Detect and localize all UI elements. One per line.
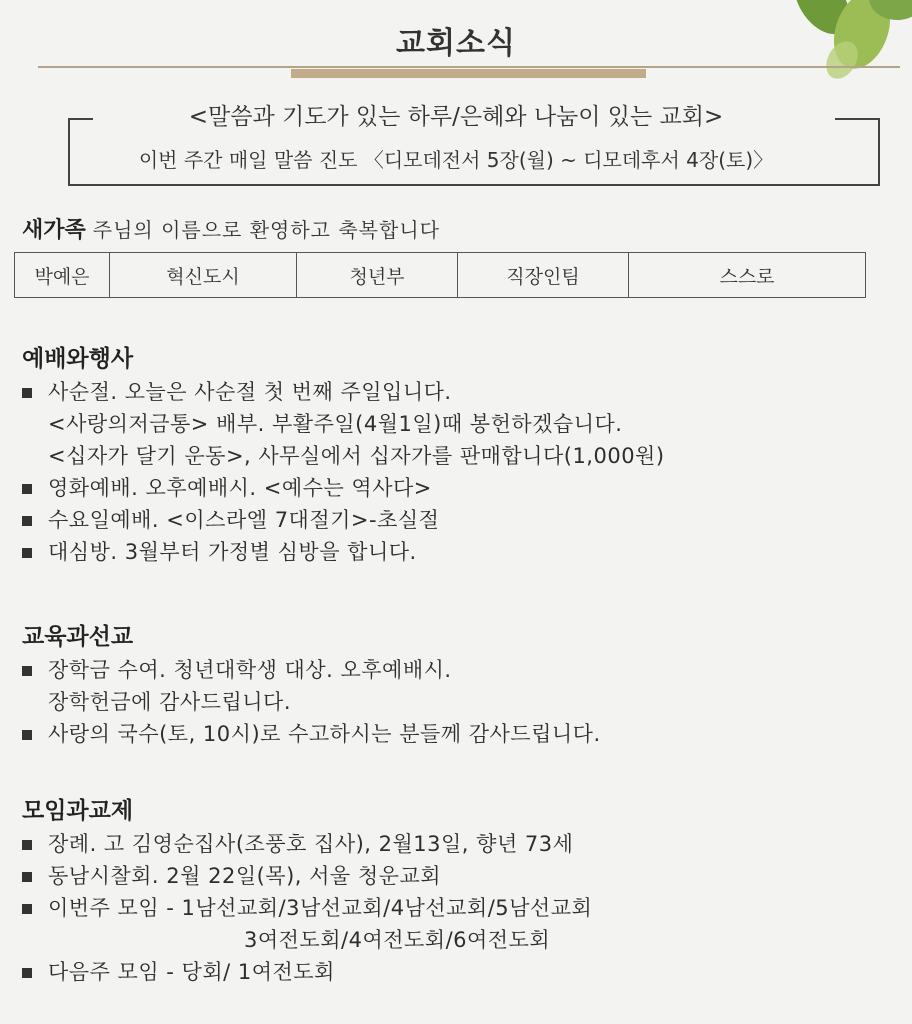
item-line: 장학금 수여. 청년대학생 대상. 오후예배시. [48,658,452,682]
item-line: 사순절. 오늘은 사순절 첫 번째 주일입니다. [48,380,452,404]
item-line: <십자가 달기 운동>, 사무실에서 십자가를 판매합니다(1,000원) [48,444,665,468]
new-family-table [14,252,866,298]
square-bullet-icon [22,904,32,914]
list-item [22,654,902,718]
item-line: 영화예배. 오후예배시. <예수는 역사다> [48,476,432,500]
title-accent-rule [291,69,646,78]
list-item [22,472,902,504]
table-cell: 직장인팀 [458,253,629,298]
list-item [22,892,902,956]
page-title: 교회소식 [396,26,516,61]
item-line: 이번주 모임 - 1남선교회/3남선교회/4남선교회/5남선교회 [48,896,593,920]
item-line: 장례. 고 김영순집사(조풍호 집사), 2월13일, 향년 73세 [48,832,574,856]
item-line: 대심방. 3월부터 가정별 심방을 합니다. [48,540,417,564]
list-item [22,860,902,892]
section-title: 예배와행사 [22,346,134,372]
list-item [22,536,902,568]
item-line: 수요일예배. <이스라엘 7대절기>-초실절 [48,508,440,532]
item-line: 장학헌금에 감사드립니다. [48,690,291,714]
motto-text: <말씀과 기도가 있는 하루/은혜와 나눔이 있는 교회> [188,104,724,130]
list-item [22,956,902,988]
item-line: 사랑의 국수(토, 10시)로 수고하시는 분들께 감사드립니다. [48,722,601,746]
item-line: 3여전도회/4여전도회/6여전도회 [244,928,551,952]
square-bullet-icon [22,730,32,740]
item-line: 다음주 모임 - 당회/ 1여전도회 [48,960,335,984]
new-family-title: 새가족 [22,218,86,243]
item-line: <사랑의저금통> 배부. 부활주일(4월1일)때 봉헌하겠습니다. [48,412,623,436]
fellowship-section [22,794,902,988]
table-row [15,253,866,298]
table-cell: 박예은 [15,253,110,298]
square-bullet-icon [22,484,32,494]
square-bullet-icon [22,840,32,850]
new-family-subtitle: 주님의 이름으로 환영하고 축복합니다 [92,218,440,242]
list-item [22,376,902,472]
new-family-heading [22,212,440,249]
section-title: 교육과선교 [22,624,134,650]
education-section [22,620,902,750]
list-item [22,718,902,750]
table-cell: 스스로 [629,253,866,298]
square-bullet-icon [22,666,32,676]
square-bullet-icon [22,548,32,558]
table-cell: 혁신도시 [110,253,297,298]
list-item [22,828,902,860]
list-item [22,504,902,536]
reading-schedule: 이번 주간 매일 말씀 진도 〈디모데전서 5장(월) ~ 디모데후서 4장(토)〉 [138,148,774,172]
table-cell: 청년부 [297,253,458,298]
worship-section [22,342,902,568]
item-line: 동남시찰회. 2월 22일(목), 서울 청운교회 [48,864,442,888]
square-bullet-icon [22,872,32,882]
title-rule [38,66,900,68]
square-bullet-icon [22,516,32,526]
square-bullet-icon [22,388,32,398]
section-title: 모임과교제 [22,798,134,824]
square-bullet-icon [22,968,32,978]
